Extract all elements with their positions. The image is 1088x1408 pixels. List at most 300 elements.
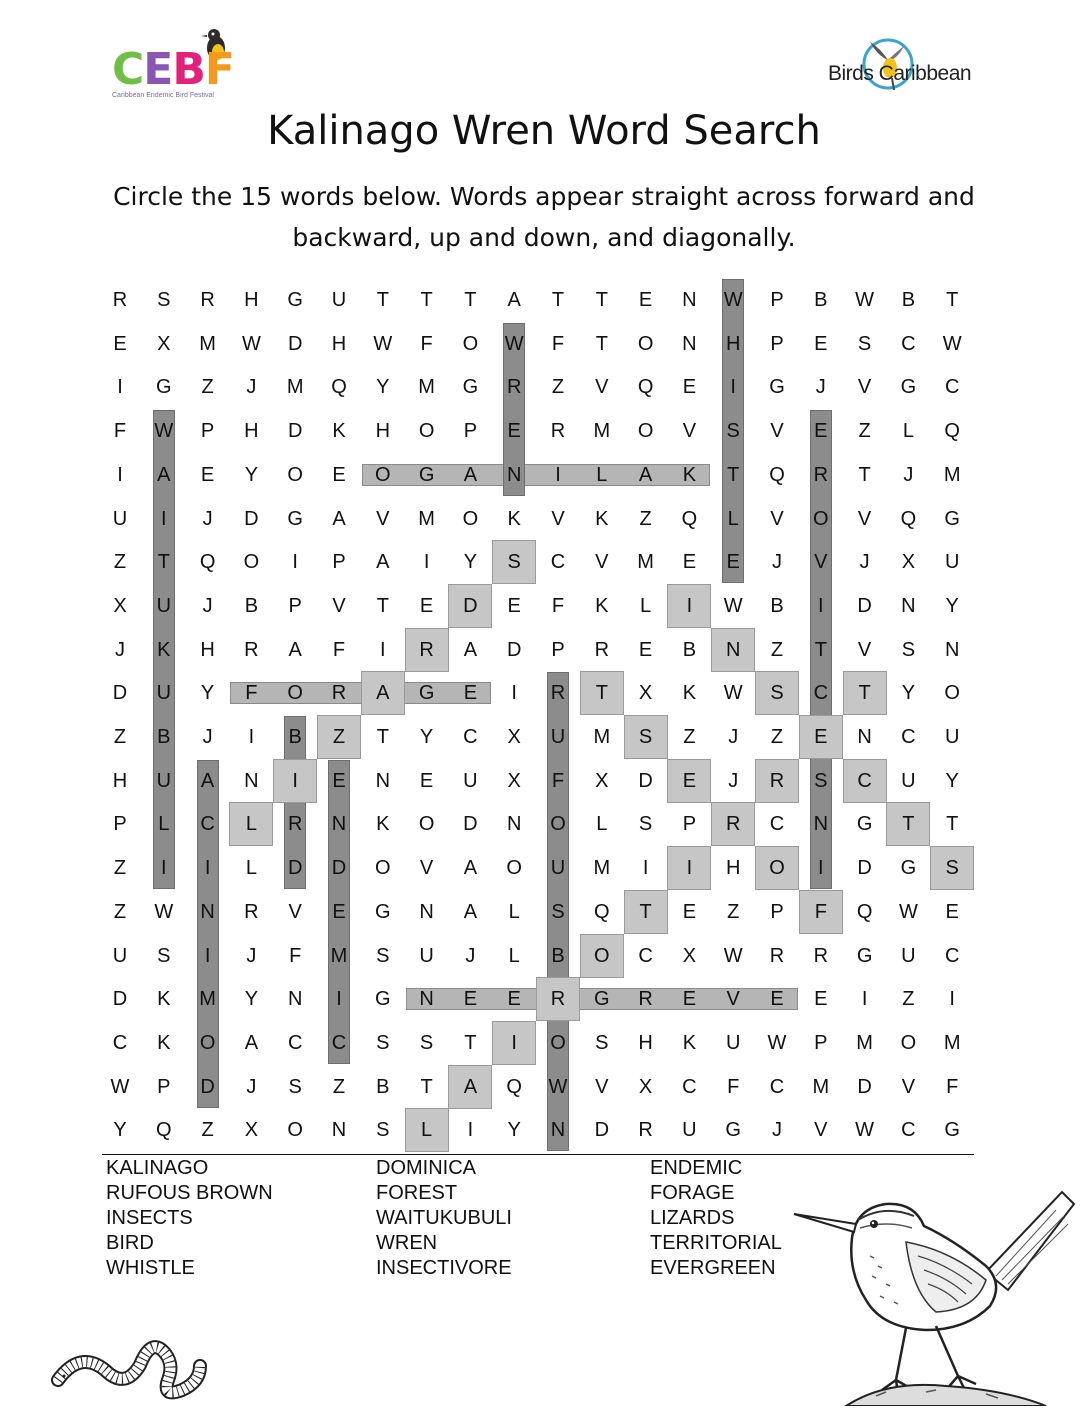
grid-letter[interactable]: D	[857, 1075, 872, 1098]
grid-letter[interactable]: J	[202, 726, 213, 748]
grid-letter[interactable]: E	[682, 988, 697, 1011]
grid-letter[interactable]: M	[593, 726, 611, 748]
grid-letter[interactable]: C	[331, 1031, 347, 1054]
grid-letter[interactable]: R	[769, 944, 785, 967]
grid-letter[interactable]: Z	[639, 507, 652, 530]
grid-letter[interactable]: W	[898, 900, 918, 923]
grid-letter[interactable]: L	[508, 944, 520, 967]
grid-letter[interactable]: X	[157, 332, 171, 355]
grid-letter[interactable]: A	[463, 900, 478, 923]
grid-letter[interactable]: O	[199, 1031, 216, 1054]
grid-letter[interactable]: S	[770, 682, 784, 705]
grid-letter[interactable]: L	[158, 813, 170, 836]
grid-letter[interactable]: C	[901, 332, 916, 355]
grid-letter[interactable]: T	[420, 289, 433, 311]
grid-letter[interactable]: K	[595, 507, 609, 530]
grid-letter[interactable]: T	[858, 682, 871, 705]
grid-letter[interactable]: S	[726, 420, 740, 443]
grid-letter[interactable]: D	[506, 638, 522, 661]
grid-letter[interactable]: U	[550, 726, 566, 748]
grid-letter[interactable]: U	[112, 944, 128, 967]
grid-letter[interactable]: E	[332, 900, 346, 923]
grid-letter[interactable]: E	[419, 594, 434, 617]
grid-letter[interactable]: I	[686, 594, 693, 617]
grid-letter[interactable]: S	[638, 813, 653, 836]
grid-letter[interactable]: G	[900, 376, 917, 399]
grid-letter[interactable]: R	[287, 813, 303, 836]
grid-letter[interactable]: E	[682, 551, 697, 574]
grid-letter[interactable]: R	[550, 420, 566, 443]
grid-letter[interactable]: R	[331, 682, 347, 705]
grid-letter[interactable]: Z	[201, 1119, 214, 1142]
grid-letter[interactable]: N	[506, 463, 522, 486]
grid-letter[interactable]: I	[949, 988, 955, 1011]
grid-letter[interactable]: A	[288, 638, 302, 661]
grid-letter[interactable]: V	[726, 988, 740, 1011]
grid-letter[interactable]: H	[375, 420, 391, 443]
grid-letter[interactable]: M	[330, 944, 348, 967]
grid-letter[interactable]: Q	[681, 507, 698, 530]
grid-letter[interactable]: E	[463, 988, 478, 1011]
grid-letter[interactable]: O	[637, 420, 654, 443]
grid-letter[interactable]: Q	[156, 1119, 172, 1142]
grid-letter[interactable]: O	[813, 507, 829, 530]
grid-letter[interactable]: P	[551, 638, 565, 661]
grid-letter[interactable]: E	[726, 551, 740, 574]
grid-letter[interactable]: M	[943, 1031, 961, 1054]
grid-letter[interactable]: X	[638, 682, 653, 705]
grid-letter[interactable]: E	[419, 769, 434, 792]
grid-letter[interactable]: P	[682, 813, 697, 836]
grid-letter[interactable]: G	[418, 682, 435, 705]
grid-letter[interactable]: D	[112, 988, 128, 1011]
grid-letter[interactable]: S	[901, 638, 916, 661]
grid-letter[interactable]: L	[640, 594, 652, 617]
grid-letter[interactable]: W	[767, 1031, 787, 1054]
grid-letter[interactable]: Z	[332, 726, 346, 748]
grid-letter[interactable]: U	[331, 289, 347, 311]
grid-letter[interactable]: T	[858, 463, 871, 486]
grid-letter[interactable]: P	[157, 1075, 171, 1098]
grid-letter[interactable]: Z	[727, 900, 740, 923]
grid-letter[interactable]: F	[946, 1075, 959, 1098]
grid-letter[interactable]: F	[332, 638, 346, 661]
grid-letter[interactable]: T	[814, 638, 827, 661]
grid-letter[interactable]: J	[246, 1075, 257, 1098]
grid-letter[interactable]: W	[855, 289, 875, 311]
grid-letter[interactable]: G	[856, 944, 873, 967]
grid-letter[interactable]: E	[814, 332, 828, 355]
grid-letter[interactable]: V	[551, 507, 565, 530]
grid-letter[interactable]: O	[462, 507, 479, 530]
grid-letter[interactable]: R	[506, 376, 522, 399]
grid-letter[interactable]: X	[507, 726, 521, 748]
grid-letter[interactable]: F	[551, 332, 565, 355]
grid-letter[interactable]: R	[769, 769, 785, 792]
grid-letter[interactable]: T	[376, 594, 389, 617]
grid-letter[interactable]: N	[287, 988, 303, 1011]
grid-letter[interactable]: V	[857, 638, 872, 661]
grid-letter[interactable]: R	[725, 813, 741, 836]
grid-letter[interactable]: N	[200, 900, 215, 923]
grid-letter[interactable]: I	[117, 463, 123, 486]
grid-letter[interactable]: S	[945, 857, 959, 880]
grid-letter[interactable]: L	[508, 900, 520, 923]
grid-letter[interactable]: E	[682, 900, 697, 923]
grid-letter[interactable]: G	[944, 507, 960, 530]
grid-letter[interactable]: J	[903, 463, 914, 486]
grid-letter[interactable]: N	[682, 289, 697, 311]
grid-letter[interactable]: E	[814, 726, 828, 748]
grid-letter[interactable]: S	[507, 551, 521, 574]
grid-letter[interactable]: S	[814, 769, 828, 792]
grid-letter[interactable]: S	[376, 1031, 390, 1054]
grid-letter[interactable]: V	[770, 420, 784, 443]
grid-letter[interactable]: R	[550, 988, 566, 1011]
grid-letter[interactable]: U	[112, 507, 128, 530]
grid-letter[interactable]: X	[682, 944, 697, 967]
grid-letter[interactable]: Q	[506, 1075, 522, 1098]
grid-letter[interactable]: W	[548, 1075, 568, 1098]
grid-letter[interactable]: D	[857, 594, 872, 617]
grid-letter[interactable]: B	[901, 289, 916, 311]
grid-letter[interactable]: N	[419, 988, 434, 1011]
grid-letter[interactable]: K	[507, 507, 521, 530]
grid-letter[interactable]: Z	[113, 726, 127, 748]
grid-letter[interactable]: K	[332, 420, 346, 443]
grid-letter[interactable]: N	[682, 332, 697, 355]
grid-letter[interactable]: J	[202, 507, 213, 530]
grid-letter[interactable]: B	[244, 594, 259, 617]
grid-letter[interactable]: K	[376, 813, 390, 836]
grid-letter[interactable]: M	[593, 420, 611, 443]
grid-letter[interactable]: E	[113, 332, 127, 355]
grid-letter[interactable]: G	[156, 376, 172, 399]
grid-letter[interactable]: E	[332, 769, 346, 792]
grid-letter[interactable]: S	[376, 1119, 390, 1142]
grid-letter[interactable]: B	[682, 638, 697, 661]
grid-letter[interactable]: H	[725, 332, 741, 355]
grid-letter[interactable]: D	[463, 594, 478, 617]
grid-letter[interactable]: E	[945, 900, 959, 923]
grid-letter[interactable]: O	[375, 463, 391, 486]
grid-letter[interactable]: N	[331, 1119, 347, 1142]
grid-letter[interactable]: W	[373, 332, 393, 355]
grid-letter[interactable]: F	[814, 900, 827, 923]
grid-letter[interactable]: O	[550, 1031, 566, 1054]
grid-letter[interactable]: O	[550, 813, 566, 836]
grid-letter[interactable]: U	[901, 944, 916, 967]
grid-letter[interactable]: O	[243, 551, 260, 574]
grid-letter[interactable]: M	[593, 857, 611, 880]
grid-letter[interactable]: C	[944, 376, 960, 399]
grid-letter[interactable]: I	[730, 376, 736, 399]
grid-letter[interactable]: U	[944, 551, 960, 574]
grid-letter[interactable]: J	[465, 944, 476, 967]
grid-letter[interactable]: N	[244, 769, 259, 792]
grid-letter[interactable]: H	[331, 332, 347, 355]
grid-letter[interactable]: M	[943, 463, 961, 486]
grid-letter[interactable]: D	[200, 1075, 215, 1098]
grid-letter[interactable]: F	[420, 332, 433, 355]
grid-letter[interactable]: W	[241, 332, 261, 355]
grid-letter[interactable]: Y	[507, 1119, 521, 1142]
grid-letter[interactable]: L	[421, 1119, 433, 1142]
grid-letter[interactable]: D	[331, 857, 347, 880]
grid-letter[interactable]: V	[419, 857, 434, 880]
grid-letter[interactable]: I	[336, 988, 342, 1011]
grid-letter[interactable]: Y	[419, 726, 434, 748]
grid-letter[interactable]: O	[944, 682, 960, 705]
grid-letter[interactable]: E	[682, 376, 697, 399]
grid-letter[interactable]: V	[901, 1075, 916, 1098]
grid-letter[interactable]: A	[200, 769, 215, 792]
grid-letter[interactable]: C	[901, 726, 916, 748]
grid-letter[interactable]: W	[154, 900, 174, 923]
grid-letter[interactable]: O	[287, 1119, 303, 1142]
grid-letter[interactable]: A	[463, 857, 478, 880]
grid-letter[interactable]: N	[857, 726, 872, 748]
grid-letter[interactable]: F	[551, 594, 565, 617]
grid-letter[interactable]: C	[550, 551, 566, 574]
grid-letter[interactable]: C	[769, 1075, 785, 1098]
grid-letter[interactable]: L	[727, 507, 739, 530]
grid-letter[interactable]: G	[856, 813, 873, 836]
grid-letter[interactable]: N	[419, 900, 434, 923]
grid-letter[interactable]: F	[113, 420, 127, 443]
grid-letter[interactable]: Z	[858, 420, 871, 443]
grid-letter[interactable]: M	[812, 1075, 830, 1098]
grid-letter[interactable]: E	[814, 420, 828, 443]
grid-letter[interactable]: Q	[594, 900, 610, 923]
grid-letter[interactable]: V	[814, 551, 828, 574]
grid-letter[interactable]: Z	[332, 1075, 346, 1098]
grid-letter[interactable]: L	[596, 463, 608, 486]
grid-letter[interactable]: Y	[244, 463, 259, 486]
grid-letter[interactable]: T	[464, 1031, 477, 1054]
grid-letter[interactable]: Q	[199, 551, 216, 574]
grid-letter[interactable]: Q	[331, 376, 347, 399]
grid-letter[interactable]: I	[292, 551, 298, 574]
grid-letter[interactable]: T	[946, 289, 959, 311]
grid-letter[interactable]: W	[110, 1075, 130, 1098]
grid-letter[interactable]: O	[287, 463, 303, 486]
grid-letter[interactable]: M	[286, 376, 304, 399]
grid-letter[interactable]: C	[287, 1031, 303, 1054]
grid-letter[interactable]: R	[638, 988, 653, 1011]
grid-letter[interactable]: W	[723, 594, 743, 617]
grid-letter[interactable]: C	[638, 944, 653, 967]
grid-letter[interactable]: I	[511, 1031, 517, 1054]
grid-letter[interactable]: R	[550, 682, 566, 705]
grid-letter[interactable]: U	[682, 1119, 697, 1142]
grid-letter[interactable]: L	[245, 857, 257, 880]
grid-letter[interactable]: I	[861, 988, 868, 1011]
grid-letter[interactable]: A	[638, 463, 653, 486]
grid-letter[interactable]: U	[419, 944, 434, 967]
grid-letter[interactable]: G	[900, 857, 917, 880]
grid-letter[interactable]: Z	[902, 988, 915, 1011]
grid-letter[interactable]: A	[463, 638, 478, 661]
grid-letter[interactable]: M	[856, 1031, 873, 1054]
grid-letter[interactable]: I	[818, 857, 824, 880]
grid-letter[interactable]: T	[639, 900, 652, 923]
grid-letter[interactable]: N	[813, 813, 829, 836]
grid-letter[interactable]: R	[244, 900, 259, 923]
grid-letter[interactable]: U	[156, 682, 172, 705]
grid-letter[interactable]: X	[507, 769, 521, 792]
grid-letter[interactable]: E	[770, 988, 784, 1011]
grid-letter[interactable]: K	[157, 638, 171, 661]
grid-letter[interactable]: I	[204, 857, 211, 880]
grid-letter[interactable]: E	[507, 420, 521, 443]
grid-letter[interactable]: C	[769, 813, 785, 836]
grid-letter[interactable]: A	[507, 289, 521, 311]
grid-letter[interactable]: V	[595, 1075, 609, 1098]
grid-letter[interactable]: X	[901, 551, 916, 574]
grid-letter[interactable]: U	[156, 769, 172, 792]
grid-letter[interactable]: U	[550, 857, 566, 880]
grid-letter[interactable]: T	[727, 463, 740, 486]
grid-letter[interactable]: I	[204, 944, 211, 967]
grid-letter[interactable]: I	[555, 463, 561, 486]
grid-letter[interactable]: V	[814, 1119, 828, 1142]
grid-letter[interactable]: D	[287, 420, 303, 443]
grid-letter[interactable]: S	[288, 1075, 302, 1098]
grid-letter[interactable]: C	[813, 682, 829, 705]
grid-letter[interactable]: K	[682, 463, 697, 486]
grid-letter[interactable]: U	[901, 769, 916, 792]
grid-letter[interactable]: A	[463, 1075, 478, 1098]
grid-letter[interactable]: R	[813, 944, 829, 967]
grid-letter[interactable]: Y	[463, 551, 478, 574]
grid-letter[interactable]: S	[157, 289, 171, 311]
grid-letter[interactable]: Z	[551, 376, 565, 399]
grid-letter[interactable]: I	[117, 376, 123, 399]
grid-letter[interactable]: O	[418, 420, 435, 443]
grid-letter[interactable]: F	[551, 769, 565, 792]
grid-letter[interactable]: F	[289, 944, 302, 967]
grid-letter[interactable]: O	[506, 857, 522, 880]
grid-letter[interactable]: Q	[856, 900, 873, 923]
grid-letter[interactable]: E	[200, 463, 215, 486]
grid-letter[interactable]: M	[418, 507, 435, 530]
grid-letter[interactable]: L	[902, 420, 914, 443]
grid-letter[interactable]: T	[946, 813, 959, 836]
grid-letter[interactable]: T	[420, 1075, 433, 1098]
grid-letter[interactable]: R	[419, 638, 434, 661]
grid-letter[interactable]: T	[376, 289, 389, 311]
grid-letter[interactable]: T	[157, 551, 170, 574]
grid-letter[interactable]: W	[942, 332, 962, 355]
grid-letter[interactable]: Y	[376, 376, 390, 399]
grid-letter[interactable]: Z	[201, 376, 214, 399]
grid-letter[interactable]: G	[944, 1119, 960, 1142]
grid-letter[interactable]: S	[595, 1031, 609, 1054]
grid-letter[interactable]: I	[248, 726, 255, 748]
grid-letter[interactable]: J	[815, 376, 826, 399]
grid-letter[interactable]: T	[464, 289, 477, 311]
grid-letter[interactable]: Y	[945, 594, 959, 617]
grid-letter[interactable]: M	[199, 988, 216, 1011]
grid-letter[interactable]: J	[246, 376, 257, 399]
grid-letter[interactable]: B	[551, 944, 565, 967]
grid-letter[interactable]: C	[112, 1031, 128, 1054]
grid-letter[interactable]: S	[551, 900, 565, 923]
grid-letter[interactable]: W	[855, 1119, 875, 1142]
grid-letter[interactable]: B	[157, 726, 171, 748]
grid-letter[interactable]: P	[770, 289, 784, 311]
grid-letter[interactable]: A	[376, 682, 390, 705]
grid-letter[interactable]: Z	[113, 857, 127, 880]
grid-letter[interactable]: S	[376, 944, 390, 967]
grid-letter[interactable]: Z	[770, 638, 784, 661]
grid-letter[interactable]: G	[375, 900, 391, 923]
grid-letter[interactable]: H	[638, 1031, 653, 1054]
grid-letter[interactable]: Y	[200, 682, 215, 705]
grid-letter[interactable]: O	[637, 332, 654, 355]
grid-letter[interactable]: E	[332, 463, 346, 486]
grid-letter[interactable]: W	[723, 944, 743, 967]
grid-letter[interactable]: M	[637, 551, 654, 574]
grid-letter[interactable]: O	[769, 857, 785, 880]
grid-letter[interactable]: G	[769, 376, 785, 399]
grid-letter[interactable]: H	[725, 857, 741, 880]
grid-letter[interactable]: C	[857, 769, 872, 792]
grid-letter[interactable]: J	[772, 551, 782, 574]
grid-letter[interactable]: D	[112, 682, 128, 705]
grid-letter[interactable]: H	[200, 638, 215, 661]
grid-letter[interactable]: V	[288, 900, 302, 923]
grid-letter[interactable]: E	[638, 289, 653, 311]
grid-letter[interactable]: P	[770, 900, 784, 923]
grid-letter[interactable]: P	[288, 594, 302, 617]
grid-letter[interactable]: N	[901, 594, 916, 617]
grid-letter[interactable]: G	[418, 463, 435, 486]
grid-letter[interactable]: G	[594, 988, 610, 1011]
grid-letter[interactable]: V	[595, 376, 609, 399]
grid-letter[interactable]: V	[376, 507, 390, 530]
grid-letter[interactable]: W	[154, 420, 174, 443]
grid-letter[interactable]: D	[287, 857, 303, 880]
grid-letter[interactable]: Q	[769, 463, 785, 486]
grid-letter[interactable]: J	[728, 726, 739, 748]
grid-letter[interactable]: J	[246, 944, 257, 967]
grid-letter[interactable]: N	[375, 769, 391, 792]
grid-letter[interactable]: G	[375, 988, 391, 1011]
grid-letter[interactable]: Z	[770, 726, 784, 748]
grid-letter[interactable]: P	[200, 420, 215, 443]
grid-letter[interactable]: L	[596, 813, 608, 836]
grid-letter[interactable]: T	[595, 289, 608, 311]
grid-letter[interactable]: G	[462, 376, 479, 399]
grid-letter[interactable]: X	[595, 769, 609, 792]
grid-letter[interactable]: P	[332, 551, 346, 574]
grid-letter[interactable]: M	[199, 332, 216, 355]
grid-letter[interactable]: X	[113, 594, 127, 617]
grid-letter[interactable]: Z	[113, 551, 127, 574]
grid-letter[interactable]: W	[504, 332, 524, 355]
grid-letter[interactable]: G	[287, 507, 303, 530]
grid-letter[interactable]: D	[857, 857, 872, 880]
grid-letter[interactable]: F	[245, 682, 258, 705]
grid-letter[interactable]: Y	[113, 1119, 127, 1142]
grid-letter[interactable]: Y	[901, 682, 916, 705]
grid-letter[interactable]: U	[944, 726, 960, 748]
grid-letter[interactable]: V	[857, 376, 872, 399]
grid-letter[interactable]: C	[200, 813, 215, 836]
grid-letter[interactable]: E	[507, 594, 521, 617]
